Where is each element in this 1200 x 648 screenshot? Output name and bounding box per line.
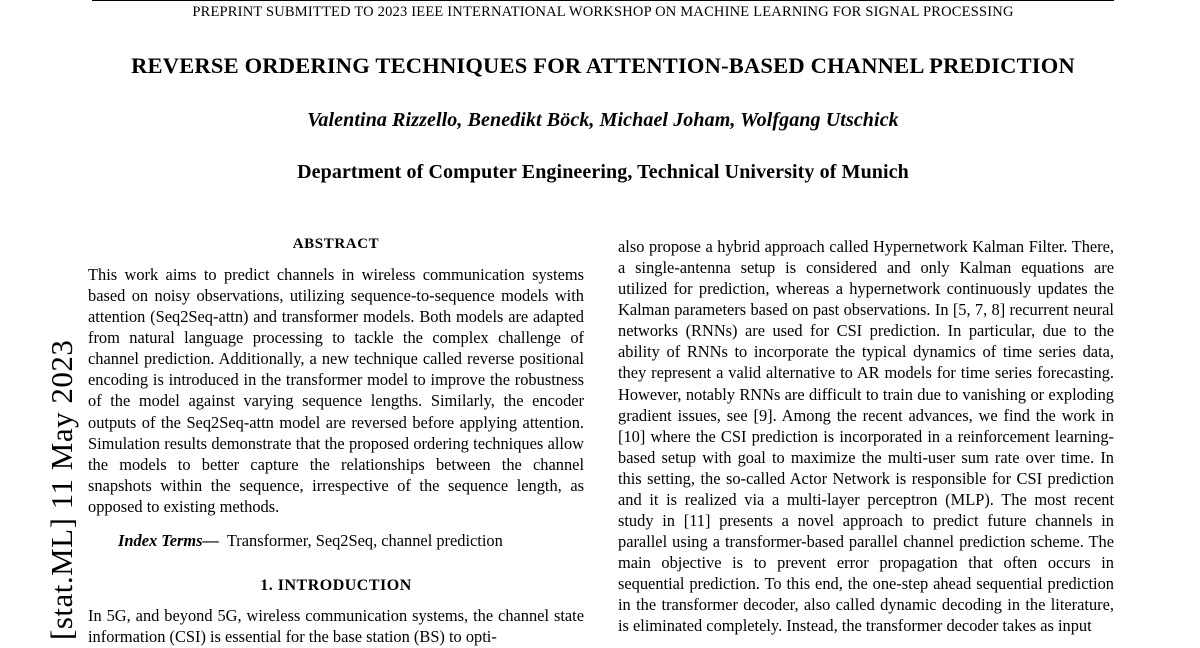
introduction-text: In 5G, and beyond 5G, wireless communication systems, the channel state information (CSI) is essential for the base station (BS) to opti- <box>88 606 584 647</box>
introduction-heading: 1. INTRODUCTION <box>260 577 412 595</box>
right-column-text: also propose a hybrid approach called Hypernetwork Kalman Filter. There, a single-antenna setup is considered and only Kalman equations are utilized for prediction, whereas a hypernetwork continuously updates the Kalman parameters based on past observations. In [5, 7, 8] recurrent neural networks (RNNs) are used for CSI prediction. In particular, due to the ability of RNNs to incorporate the typical dynamics of time series data, they represent a valid alternative to AR models for time series forecasting. However, notably RNNs are difficult to train due to vanishing or exploding gradient issues, see [9]. Among the recent advances, we find the work in [10] where the CSI prediction is incorporated in a reinforcement learning-based setup with goal to maximize the multi-user sum rate over time. In this setting, the so-called Actor Network is responsible for CSI prediction and it is realized via a multi-layer perceptron (MLP). The most recent study in [11] presents a novel approach to predict future channels in parallel using a transformer-based parallel channel prediction scheme. The main objective is to prevent error propagation that often occurs in sequential prediction. To this end, the one-step ahead sequential prediction in the transformer decoder, also called dynamic decoding in the literature, is eliminated completely. Instead, the transformer decoder takes as input <box>618 237 1114 636</box>
index-terms <box>88 530 584 551</box>
arxiv-vertical-stamp: [stat.ML] 11 May 2023 <box>44 339 79 640</box>
author-list: Valentina Rizzello, Benedikt Böck, Michael Joham, Wolfgang Utschick <box>307 109 899 132</box>
index-terms-label: Index Terms— <box>118 530 219 550</box>
running-head <box>92 0 1114 21</box>
abstract-heading: ABSTRACT <box>292 236 380 252</box>
title-block <box>92 52 1114 184</box>
left-column <box>88 236 584 648</box>
abstract-text: This work aims to predict channels in wireless communication systems based on noisy observations, utilizing sequence-to-sequence models with attention (Seq2Seq-attn) and transformer models. Both models are adapted from natural language processing to tackle the complex challenge of channel prediction. Additionally, a new technique called reverse positional encoding is introduced in the transformer model to improve the robustness of the model against varying sequence lengths. Similarly, the encoder outputs of the Seq2Seq-attn model are reversed before applying attention. Simulation results demonstrate that the proposed ordering techniques allow the models to better capture the relationships between the channel snapshots within the sequence, irrespective of the sequence length, as opposed to existing methods. <box>88 265 584 516</box>
right-column <box>618 236 1114 648</box>
index-terms-value: Transformer, Seq2Seq, channel prediction <box>226 530 503 550</box>
affiliation: Department of Computer Engineering, Technical University of Munich <box>297 161 909 184</box>
page-title: REVERSE ORDERING TECHNIQUES FOR ATTENTION-BASED CHANNEL PREDICTION <box>131 53 1075 78</box>
running-head-text: PREPRINT SUBMITTED TO 2023 IEEE INTERNATIONAL WORKSHOP ON MACHINE LEARNING FOR SIGNAL PROCESSING <box>192 4 1014 20</box>
body-columns <box>88 236 1114 648</box>
